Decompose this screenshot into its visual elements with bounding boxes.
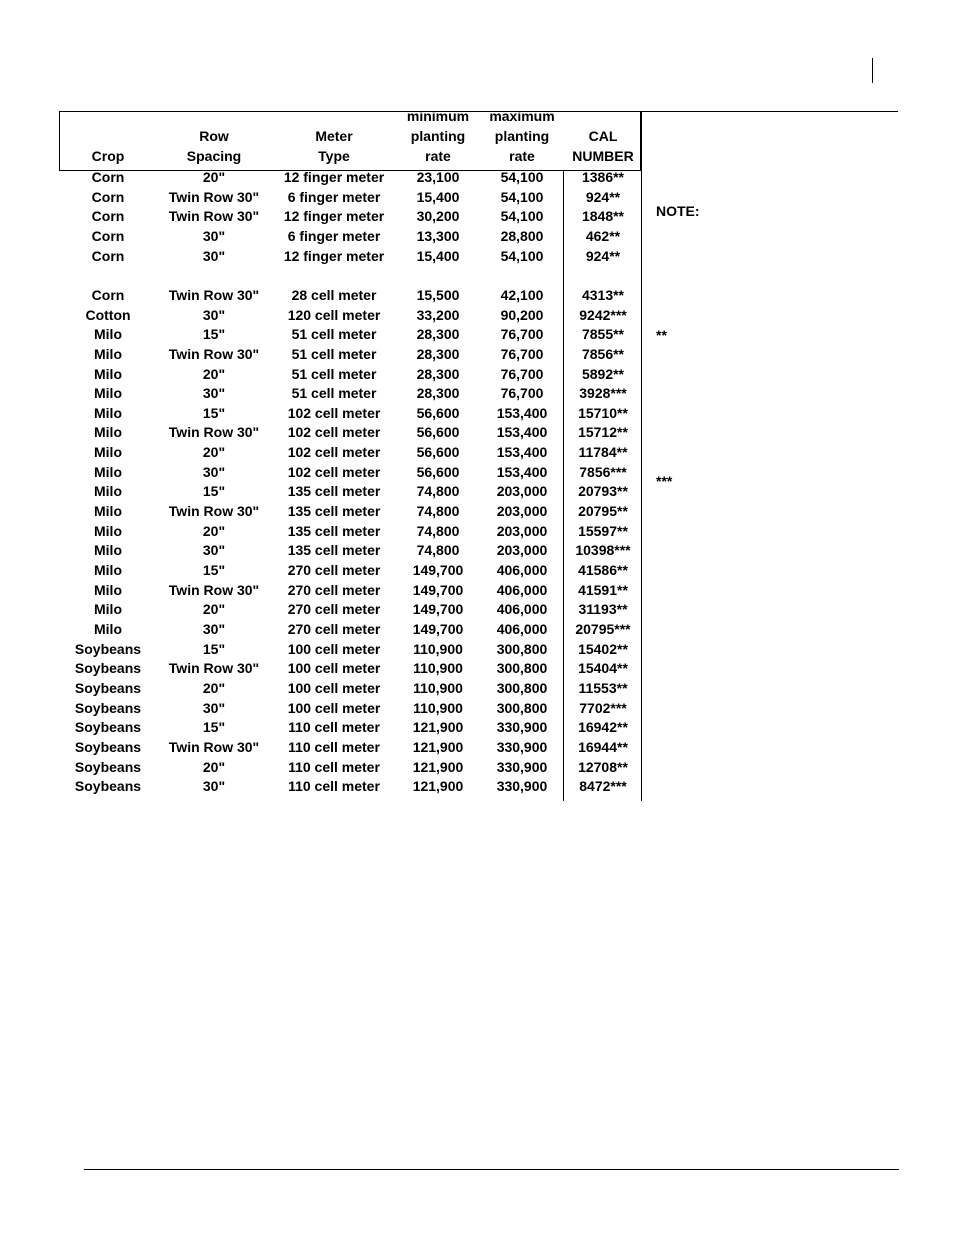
cell-row-spacing: 30" bbox=[202, 247, 226, 264]
cell-row-spacing: 15" bbox=[202, 719, 226, 736]
cell-row-spacing: 30" bbox=[202, 385, 226, 402]
cell-cal-number: 7702*** bbox=[579, 699, 627, 716]
table-row bbox=[0, 698, 642, 718]
cell-crop: Soybeans bbox=[74, 699, 142, 716]
cell-meter-type: 102 cell meter bbox=[287, 463, 381, 480]
cell-meter-type: 270 cell meter bbox=[287, 601, 381, 618]
cell-minimum-rate: 149,700 bbox=[412, 620, 464, 637]
table-row bbox=[0, 187, 642, 207]
cell-minimum-rate: 56,600 bbox=[416, 463, 460, 480]
cell-row-spacing: 30" bbox=[202, 778, 226, 795]
cell-maximum-rate: 406,000 bbox=[496, 620, 548, 637]
cell-crop: Milo bbox=[94, 542, 122, 559]
cell-maximum-rate: 406,000 bbox=[496, 562, 548, 578]
cell-maximum-rate: 153,400 bbox=[496, 424, 548, 441]
table-row bbox=[0, 324, 642, 344]
cell-crop: Milo bbox=[94, 365, 122, 382]
cell-minimum-rate: 56,600 bbox=[416, 404, 460, 421]
cell-cal-number: 1386** bbox=[581, 169, 625, 185]
table-body bbox=[0, 167, 642, 801]
cell-meter-type: 51 cell meter bbox=[291, 365, 377, 382]
cell-meter-type: 28 cell meter bbox=[291, 286, 377, 303]
cell-minimum-rate: 28,300 bbox=[416, 345, 460, 362]
cell-maximum-rate: 330,900 bbox=[496, 758, 548, 775]
cell-meter-type: 100 cell meter bbox=[287, 699, 381, 716]
cell-minimum-rate: 74,800 bbox=[416, 542, 460, 559]
cell-maximum-rate: 54,100 bbox=[500, 188, 544, 205]
cell-crop: Corn bbox=[91, 227, 125, 244]
cell-row-spacing: 15" bbox=[202, 640, 226, 657]
table-row bbox=[0, 599, 642, 619]
cell-cal-number: 20793** bbox=[578, 483, 628, 500]
table-right-border bbox=[641, 111, 642, 801]
table-row bbox=[0, 481, 642, 501]
cell-minimum-rate: 149,700 bbox=[412, 601, 464, 618]
cell-row-spacing: Twin Row 30" bbox=[168, 286, 260, 303]
cell-cal-number: 3928*** bbox=[579, 385, 627, 402]
cell-row-spacing: 15" bbox=[202, 562, 226, 578]
cell-crop: Milo bbox=[94, 620, 122, 637]
cell-meter-type: 135 cell meter bbox=[287, 503, 381, 520]
cell-crop: Milo bbox=[94, 424, 122, 441]
cell-minimum-rate: 15,500 bbox=[416, 286, 460, 303]
table-row bbox=[0, 305, 642, 325]
cell-minimum-rate: 110,900 bbox=[413, 660, 463, 677]
cell-maximum-rate: 330,900 bbox=[496, 738, 548, 755]
cell-maximum-rate: 28,800 bbox=[500, 227, 544, 244]
cell-crop: Soybeans bbox=[74, 758, 142, 775]
cell-cal-number: 924** bbox=[585, 188, 621, 205]
cell-cal-number: 20795** bbox=[578, 503, 628, 520]
cell-row-spacing: 30" bbox=[202, 699, 226, 716]
cell-crop: Milo bbox=[94, 522, 122, 539]
cell-minimum-rate: 13,300 bbox=[416, 227, 460, 244]
cell-minimum-rate: 110,900 bbox=[413, 640, 463, 657]
cell-crop: Milo bbox=[94, 326, 122, 343]
cell-row-spacing: Twin Row 30" bbox=[168, 503, 260, 520]
table-row bbox=[0, 580, 642, 600]
cell-minimum-rate: 121,900 bbox=[412, 758, 464, 775]
cell-meter-type: 6 finger meter bbox=[287, 188, 381, 205]
cell-meter-type: 135 cell meter bbox=[287, 483, 381, 500]
cell-cal-number: 4313** bbox=[581, 286, 625, 303]
cell-cal-number: 31193** bbox=[578, 601, 628, 618]
cell-minimum-rate: 33,200 bbox=[416, 306, 460, 323]
cell-cal-number: 15710** bbox=[578, 404, 628, 421]
cell-crop: Milo bbox=[94, 345, 122, 362]
header-meter-type: Meter Type bbox=[315, 128, 353, 164]
cell-crop: Milo bbox=[94, 503, 122, 520]
cell-meter-type: 110 cell meter bbox=[288, 738, 380, 755]
cell-row-spacing: Twin Row 30" bbox=[168, 345, 260, 362]
cell-meter-type: 102 cell meter bbox=[287, 424, 381, 441]
cell-meter-type: 270 cell meter bbox=[287, 620, 381, 637]
cell-crop: Milo bbox=[94, 463, 122, 480]
cell-crop: Soybeans bbox=[74, 738, 142, 755]
table-row bbox=[0, 403, 642, 423]
cell-maximum-rate: 330,900 bbox=[496, 778, 548, 795]
cell-cal-number: 41591** bbox=[578, 581, 628, 598]
header-maximum-rate: maximum planting rate bbox=[489, 108, 555, 164]
table-row bbox=[0, 246, 642, 266]
table-row bbox=[0, 501, 642, 521]
table-row bbox=[0, 757, 642, 777]
cell-maximum-rate: 406,000 bbox=[496, 601, 548, 618]
header-minimum-rate: minimum planting rate bbox=[406, 108, 470, 164]
table-row bbox=[0, 717, 642, 737]
table-row bbox=[0, 383, 642, 403]
cell-row-spacing: 20" bbox=[202, 522, 226, 539]
table-row bbox=[0, 639, 642, 659]
cell-maximum-rate: 203,000 bbox=[496, 483, 548, 500]
cell-cal-number: 15402** bbox=[578, 640, 628, 657]
header-cal-number: CAL NUMBER bbox=[572, 128, 634, 164]
cell-row-spacing: 30" bbox=[202, 463, 226, 480]
cell-crop: Soybeans bbox=[74, 778, 142, 795]
cell-cal-number: 12708** bbox=[578, 758, 628, 775]
cell-meter-type: 100 cell meter bbox=[287, 640, 381, 657]
table-row bbox=[0, 678, 642, 698]
cell-crop: Milo bbox=[94, 444, 122, 461]
cell-crop: Milo bbox=[94, 601, 122, 618]
cell-crop: Milo bbox=[94, 404, 122, 421]
cell-maximum-rate: 76,700 bbox=[500, 365, 544, 382]
cell-minimum-rate: 28,300 bbox=[416, 385, 460, 402]
cell-crop: Soybeans bbox=[74, 719, 142, 736]
cell-row-spacing: 15" bbox=[202, 404, 226, 421]
cell-maximum-rate: 54,100 bbox=[500, 208, 544, 225]
cell-maximum-rate: 406,000 bbox=[496, 581, 548, 598]
cell-minimum-rate: 56,600 bbox=[416, 444, 460, 461]
table-row bbox=[0, 462, 642, 482]
cell-crop: Milo bbox=[94, 483, 122, 500]
cell-maximum-rate: 203,000 bbox=[496, 503, 548, 520]
cell-maximum-rate: 42,100 bbox=[500, 286, 544, 303]
cell-minimum-rate: 28,300 bbox=[416, 326, 460, 343]
cell-crop: Milo bbox=[94, 581, 122, 598]
table-row bbox=[0, 422, 642, 442]
cell-cal-number: 7855** bbox=[581, 326, 625, 343]
cell-row-spacing: 20" bbox=[202, 365, 226, 382]
cell-cal-number: 8472*** bbox=[579, 778, 627, 795]
cell-crop: Cotton bbox=[85, 306, 131, 323]
cell-cal-number: 462** bbox=[585, 227, 621, 244]
cell-row-spacing: 20" bbox=[202, 601, 226, 618]
cell-minimum-rate: 15,400 bbox=[416, 247, 460, 264]
cell-meter-type: 100 cell meter bbox=[287, 679, 381, 696]
cell-maximum-rate: 203,000 bbox=[496, 522, 548, 539]
cell-cal-number: 20795*** bbox=[575, 620, 631, 637]
cell-row-spacing: Twin Row 30" bbox=[168, 581, 260, 598]
cell-crop: Milo bbox=[94, 562, 122, 578]
cell-maximum-rate: 76,700 bbox=[500, 326, 544, 343]
cell-row-spacing: 30" bbox=[202, 620, 226, 637]
cell-cal-number: 15597** bbox=[578, 522, 628, 539]
cell-minimum-rate: 110,900 bbox=[413, 679, 463, 696]
cell-cal-number: 16942** bbox=[578, 719, 628, 736]
cell-cal-number: 41586** bbox=[578, 562, 628, 578]
cell-maximum-rate: 153,400 bbox=[496, 404, 548, 421]
cell-minimum-rate: 121,900 bbox=[412, 778, 464, 795]
cell-row-spacing: 20" bbox=[202, 169, 226, 185]
cell-cal-number: 11784** bbox=[578, 444, 628, 461]
note-double-star: ** bbox=[656, 327, 667, 343]
cell-meter-type: 102 cell meter bbox=[287, 404, 381, 421]
cell-row-spacing: Twin Row 30" bbox=[168, 208, 260, 225]
table-row bbox=[0, 226, 642, 246]
cell-row-spacing: Twin Row 30" bbox=[168, 738, 260, 755]
cell-minimum-rate: 74,800 bbox=[416, 503, 460, 520]
cell-minimum-rate: 30,200 bbox=[416, 208, 460, 225]
cell-row-spacing: 20" bbox=[202, 679, 226, 696]
cell-meter-type: 135 cell meter bbox=[287, 522, 381, 539]
cell-meter-type: 100 cell meter bbox=[287, 660, 381, 677]
table-row bbox=[0, 540, 642, 560]
cell-minimum-rate: 121,900 bbox=[412, 738, 464, 755]
cell-crop: Soybeans bbox=[74, 640, 142, 657]
cell-meter-type: 110 cell meter bbox=[288, 719, 380, 736]
header-rule bbox=[642, 111, 898, 112]
cell-crop: Soybeans bbox=[74, 660, 142, 677]
cell-crop: Milo bbox=[94, 385, 122, 402]
cell-row-spacing: 20" bbox=[202, 444, 226, 461]
table-row bbox=[0, 658, 642, 678]
table-row bbox=[0, 776, 642, 796]
cal-column-divider bbox=[563, 171, 564, 801]
cell-minimum-rate: 28,300 bbox=[416, 365, 460, 382]
cell-meter-type: 12 finger meter bbox=[283, 169, 385, 185]
cell-crop: Soybeans bbox=[74, 679, 142, 696]
cell-meter-type: 110 cell meter bbox=[288, 758, 380, 775]
cell-meter-type: 12 finger meter bbox=[283, 208, 385, 225]
table-row bbox=[0, 364, 642, 384]
cell-minimum-rate: 149,700 bbox=[412, 581, 464, 598]
cell-minimum-rate: 56,600 bbox=[416, 424, 460, 441]
cell-cal-number: 7856** bbox=[581, 345, 625, 362]
cell-maximum-rate: 300,800 bbox=[496, 640, 548, 657]
note-label: NOTE: bbox=[656, 203, 700, 219]
cell-meter-type: 120 cell meter bbox=[287, 306, 381, 323]
table-row bbox=[0, 344, 642, 364]
cell-cal-number: 9242*** bbox=[579, 306, 627, 323]
table-row bbox=[0, 737, 642, 757]
cell-meter-type: 102 cell meter bbox=[287, 444, 381, 461]
cell-cal-number: 15404** bbox=[578, 660, 628, 677]
cell-minimum-rate: 149,700 bbox=[412, 562, 464, 578]
cell-crop: Corn bbox=[91, 169, 125, 185]
cell-cal-number: 5892** bbox=[581, 365, 625, 382]
cell-crop: Corn bbox=[91, 188, 125, 205]
header-row-spacing: Row Spacing bbox=[186, 128, 242, 164]
table-row bbox=[0, 619, 642, 639]
cell-maximum-rate: 300,800 bbox=[496, 699, 548, 716]
cell-cal-number: 7856*** bbox=[579, 463, 627, 480]
cell-cal-number: 1848** bbox=[581, 208, 625, 225]
cell-maximum-rate: 203,000 bbox=[496, 542, 548, 559]
table-row bbox=[0, 560, 642, 580]
cell-maximum-rate: 153,400 bbox=[496, 463, 548, 480]
cell-cal-number: 11553** bbox=[578, 679, 628, 696]
cell-crop: Corn bbox=[91, 247, 125, 264]
cell-cal-number: 924** bbox=[585, 247, 621, 264]
cell-meter-type: 51 cell meter bbox=[291, 326, 377, 343]
cell-minimum-rate: 23,100 bbox=[416, 169, 460, 185]
cell-meter-type: 270 cell meter bbox=[287, 562, 381, 578]
cell-row-spacing: 30" bbox=[202, 306, 226, 323]
cell-meter-type: 6 finger meter bbox=[287, 227, 381, 244]
cell-maximum-rate: 300,800 bbox=[496, 660, 548, 677]
footer-rule bbox=[84, 1169, 899, 1170]
cell-meter-type: 12 finger meter bbox=[283, 247, 385, 264]
cell-row-spacing: 30" bbox=[202, 542, 226, 559]
cell-meter-type: 135 cell meter bbox=[287, 542, 381, 559]
note-triple-star: *** bbox=[656, 473, 673, 489]
table-row bbox=[0, 285, 642, 305]
cell-minimum-rate: 15,400 bbox=[416, 188, 460, 205]
cell-row-spacing: 15" bbox=[202, 326, 226, 343]
cell-row-spacing: Twin Row 30" bbox=[168, 424, 260, 441]
cell-maximum-rate: 330,900 bbox=[496, 719, 548, 736]
cell-minimum-rate: 110,900 bbox=[413, 699, 463, 716]
cell-row-spacing: 15" bbox=[202, 483, 226, 500]
cell-cal-number: 15712** bbox=[578, 424, 628, 441]
table-row bbox=[0, 265, 642, 285]
cell-row-spacing: Twin Row 30" bbox=[168, 188, 260, 205]
table-row bbox=[0, 521, 642, 541]
cell-meter-type: 51 cell meter bbox=[291, 385, 377, 402]
table-row bbox=[0, 206, 642, 226]
cell-row-spacing: 20" bbox=[202, 758, 226, 775]
table-row bbox=[0, 442, 642, 462]
cell-cal-number: 10398*** bbox=[575, 542, 631, 559]
header-crop: Crop bbox=[91, 148, 125, 164]
cell-maximum-rate: 54,100 bbox=[500, 247, 544, 264]
cell-meter-type: 110 cell meter bbox=[288, 778, 380, 795]
cell-row-spacing: Twin Row 30" bbox=[168, 660, 260, 677]
cell-cal-number: 16944** bbox=[578, 738, 628, 755]
cell-maximum-rate: 90,200 bbox=[500, 306, 544, 323]
table-row bbox=[0, 167, 642, 187]
cell-minimum-rate: 74,800 bbox=[416, 522, 460, 539]
cell-row-spacing: 30" bbox=[202, 227, 226, 244]
cell-crop: Corn bbox=[91, 208, 125, 225]
cell-maximum-rate: 300,800 bbox=[496, 679, 548, 696]
cell-maximum-rate: 153,400 bbox=[496, 444, 548, 461]
cell-crop: Corn bbox=[91, 286, 125, 303]
cell-meter-type: 51 cell meter bbox=[291, 345, 377, 362]
cell-minimum-rate: 121,900 bbox=[412, 719, 464, 736]
cell-maximum-rate: 76,700 bbox=[500, 345, 544, 362]
cell-maximum-rate: 76,700 bbox=[500, 385, 544, 402]
cell-maximum-rate: 54,100 bbox=[500, 169, 544, 185]
header-vertical-rule bbox=[872, 58, 873, 83]
cell-meter-type: 270 cell meter bbox=[287, 581, 381, 598]
cell-minimum-rate: 74,800 bbox=[416, 483, 460, 500]
